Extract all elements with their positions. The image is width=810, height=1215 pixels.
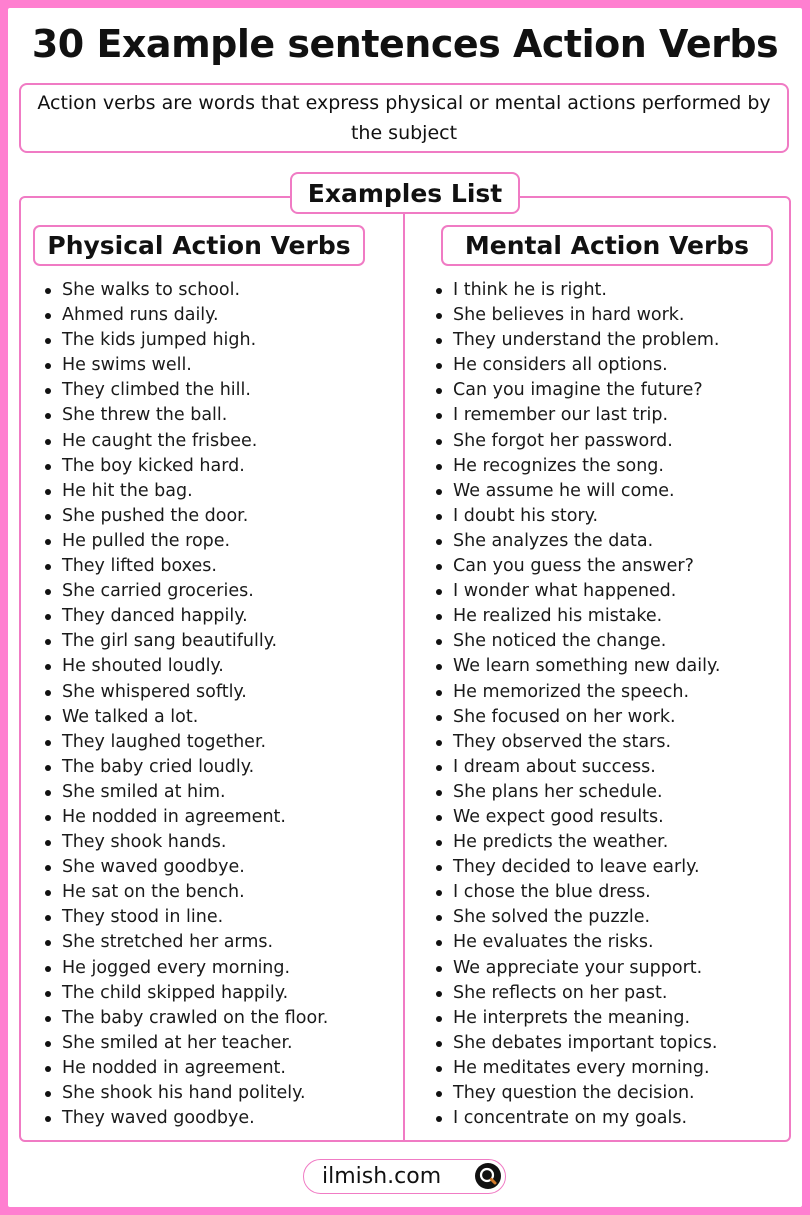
- footer-site-badge[interactable]: [303, 1159, 506, 1194]
- list-item: I think he is right.: [435, 278, 795, 303]
- list-item: He predicts the weather.: [435, 830, 795, 855]
- list-item: He shouted loudly.: [44, 654, 394, 679]
- list-item: She threw the ball.: [44, 403, 394, 428]
- list-item: I chose the blue dress.: [435, 880, 795, 905]
- list-item: We expect good results.: [435, 805, 795, 830]
- list-item: I concentrate on my goals.: [435, 1106, 795, 1131]
- list-item: He pulled the rope.: [44, 529, 394, 554]
- list-item: He jogged every morning.: [44, 956, 394, 981]
- list-item: We assume he will come.: [435, 479, 795, 504]
- list-item: The girl sang beautifully.: [44, 629, 394, 654]
- list-item: He interprets the meaning.: [435, 1006, 795, 1031]
- list-item: The baby crawled on the floor.: [44, 1006, 394, 1031]
- list-item: She forgot her password.: [435, 429, 795, 454]
- list-item: She noticed the change.: [435, 629, 795, 654]
- examples-list-label-text: Examples List: [307, 178, 503, 208]
- list-item: She stretched her arms.: [44, 930, 394, 955]
- search-icon: [475, 1163, 501, 1189]
- page: [8, 8, 802, 1207]
- list-item: She walks to school.: [44, 278, 394, 303]
- list-item: She debates important topics.: [435, 1031, 795, 1056]
- physical-verbs-list: [44, 278, 394, 1131]
- list-item: They laughed together.: [44, 730, 394, 755]
- list-item: We learn something new daily.: [435, 654, 795, 679]
- mental-verbs-heading-text: Mental Action Verbs: [464, 231, 750, 260]
- list-item: Can you imagine the future?: [435, 378, 795, 403]
- list-item: He swims well.: [44, 353, 394, 378]
- list-item: They danced happily.: [44, 604, 394, 629]
- list-item: They understand the problem.: [435, 328, 795, 353]
- list-item: She smiled at her teacher.: [44, 1031, 394, 1056]
- list-item: She shook his hand politely.: [44, 1081, 394, 1106]
- list-item: She believes in hard work.: [435, 303, 795, 328]
- list-item: He meditates every morning.: [435, 1056, 795, 1081]
- page-title: 30 Example sentences Action Verbs: [31, 22, 779, 66]
- column-divider: [403, 198, 405, 1141]
- list-item: The baby cried loudly.: [44, 755, 394, 780]
- definition-text: Action verbs are words that express physical or mental actions performed by the subject: [37, 92, 771, 144]
- list-item: She whispered softly.: [44, 680, 394, 705]
- list-item: I doubt his story.: [435, 504, 795, 529]
- list-item: They lifted boxes.: [44, 554, 394, 579]
- list-item: They stood in line.: [44, 905, 394, 930]
- list-item: She focused on her work.: [435, 705, 795, 730]
- list-item: I dream about success.: [435, 755, 795, 780]
- list-item: He nodded in agreement.: [44, 1056, 394, 1081]
- list-item: He realized his mistake.: [435, 604, 795, 629]
- list-item: They waved goodbye.: [44, 1106, 394, 1131]
- list-item: He caught the frisbee.: [44, 429, 394, 454]
- list-item: She plans her schedule.: [435, 780, 795, 805]
- list-item: Can you guess the answer?: [435, 554, 795, 579]
- list-item: She waved goodbye.: [44, 855, 394, 880]
- physical-verbs-heading-text: Physical Action Verbs: [47, 231, 351, 260]
- list-item: She smiled at him.: [44, 780, 394, 805]
- mental-verbs-list: [435, 278, 795, 1131]
- examples-list-label: [290, 172, 520, 214]
- list-item: Ahmed runs daily.: [44, 303, 394, 328]
- list-item: She solved the puzzle.: [435, 905, 795, 930]
- list-item: We talked a lot.: [44, 705, 394, 730]
- list-item: He hit the bag.: [44, 479, 394, 504]
- list-item: The kids jumped high.: [44, 328, 394, 353]
- list-item: She analyzes the data.: [435, 529, 795, 554]
- physical-verbs-heading: [33, 225, 365, 266]
- list-item: They shook hands.: [44, 830, 394, 855]
- list-item: The boy kicked hard.: [44, 454, 394, 479]
- list-item: She carried groceries.: [44, 579, 394, 604]
- footer-site-name: ilmish.com: [322, 1164, 442, 1189]
- list-item: The child skipped happily.: [44, 981, 394, 1006]
- list-item: He recognizes the song.: [435, 454, 795, 479]
- list-item: They question the decision.: [435, 1081, 795, 1106]
- list-item: They climbed the hill.: [44, 378, 394, 403]
- list-item: He memorized the speech.: [435, 680, 795, 705]
- list-item: They observed the stars.: [435, 730, 795, 755]
- list-item: He evaluates the risks.: [435, 930, 795, 955]
- list-item: She pushed the door.: [44, 504, 394, 529]
- list-item: They decided to leave early.: [435, 855, 795, 880]
- list-item: She reflects on her past.: [435, 981, 795, 1006]
- list-item: He sat on the bench.: [44, 880, 394, 905]
- list-item: We appreciate your support.: [435, 956, 795, 981]
- definition-box: [19, 83, 789, 153]
- list-item: I wonder what happened.: [435, 579, 795, 604]
- mental-verbs-heading: [441, 225, 773, 266]
- list-item: I remember our last trip.: [435, 403, 795, 428]
- list-item: He considers all options.: [435, 353, 795, 378]
- list-item: He nodded in agreement.: [44, 805, 394, 830]
